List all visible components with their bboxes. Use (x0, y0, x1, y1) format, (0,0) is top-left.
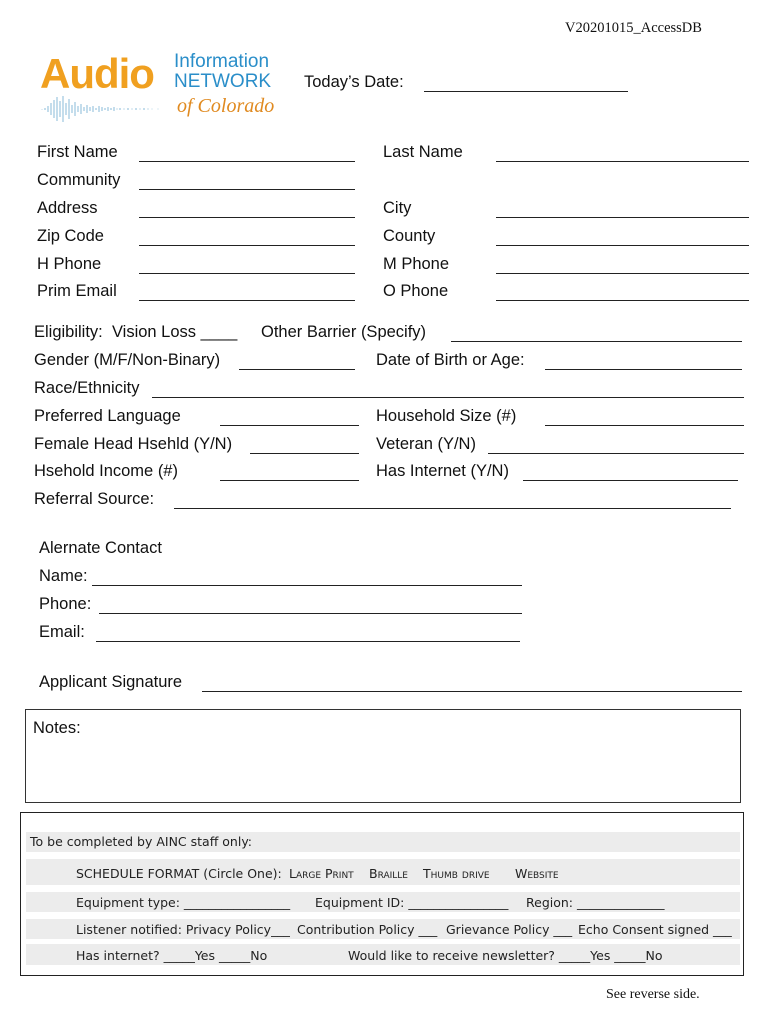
gender-label: Gender (M/F/Non-Binary) (34, 351, 221, 369)
contribution-policy-field[interactable]: Contribution Policy ___ (297, 922, 438, 937)
zip-code-field[interactable] (139, 245, 355, 246)
notes-box[interactable] (25, 709, 741, 803)
alternate-email-field[interactable] (96, 641, 520, 642)
logo-colorado-text: of Colorado (177, 95, 275, 117)
m-phone-label: M Phone (383, 255, 450, 273)
staff-section (20, 812, 744, 976)
grievance-policy-field[interactable]: Grievance Policy ___ (446, 922, 573, 937)
veteran-field[interactable] (488, 453, 744, 454)
logo-information-text: Information (174, 51, 270, 72)
county-label: County (383, 227, 436, 245)
equipment-type-field[interactable]: Equipment type: _________________ (76, 895, 291, 910)
version-label: V20201015_AccessDB (565, 20, 702, 36)
soundwave-icon (40, 94, 175, 124)
first-name-field[interactable] (139, 161, 355, 162)
veteran-label: Veteran (Y/N) (376, 435, 476, 453)
zip-code-label: Zip Code (37, 227, 104, 245)
logo (40, 48, 285, 128)
signature-field[interactable] (202, 691, 742, 692)
alternate-name-label: Name: (39, 567, 88, 585)
income-label: Hsehold Income (#) (34, 462, 178, 480)
region-field[interactable]: Region: ______________ (526, 895, 665, 910)
household-size-field[interactable] (545, 425, 744, 426)
staff-heading: To be completed by AINC staff only: (30, 834, 253, 849)
todays-date-label: Today’s Date: (304, 73, 404, 91)
privacy-policy-field[interactable]: Listener notified: Privacy Policy___ (76, 922, 290, 937)
gender-field[interactable] (239, 369, 355, 370)
m-phone-field[interactable] (496, 273, 749, 274)
city-label: City (383, 199, 412, 217)
h-phone-field[interactable] (139, 273, 355, 274)
income-field[interactable] (220, 480, 359, 481)
household-size-label: Household Size (#) (376, 407, 517, 425)
prim-email-field[interactable] (139, 300, 355, 301)
city-field[interactable] (496, 217, 749, 218)
notes-label: Notes: (33, 719, 81, 737)
race-label: Race/Ethnicity (34, 379, 140, 397)
signature-label: Applicant Signature (39, 673, 183, 691)
alternate-name-field[interactable] (92, 585, 522, 586)
last-name-label: Last Name (383, 143, 463, 161)
first-name-label: First Name (37, 143, 118, 161)
todays-date-field[interactable] (424, 91, 628, 92)
community-label: Community (37, 171, 121, 189)
last-name-field[interactable] (496, 161, 749, 162)
alternate-email-label: Email: (39, 623, 85, 641)
reverse-side-note: See reverse side. (606, 987, 700, 1002)
o-phone-field[interactable] (496, 300, 749, 301)
website-option[interactable]: Website (515, 866, 559, 881)
county-field[interactable] (496, 245, 749, 246)
prim-email-label: Prim Email (37, 282, 117, 300)
eligibility-vision-loss-label: Eligibility: Vision Loss ____ (34, 323, 238, 341)
address-field[interactable] (139, 217, 355, 218)
referral-field[interactable] (174, 508, 731, 509)
staff-has-internet-field[interactable]: Has internet? _____Yes _____No (76, 948, 268, 963)
female-head-label: Female Head Hsehld (Y/N) (34, 435, 233, 453)
referral-label: Referral Source: (34, 490, 155, 508)
logo-network-text: NETWORK (174, 71, 272, 92)
other-barrier-label: Other Barrier (Specify) (261, 323, 427, 341)
o-phone-label: O Phone (383, 282, 449, 300)
has-internet-field[interactable] (523, 480, 738, 481)
dob-label: Date of Birth or Age: (376, 351, 525, 369)
newsletter-field[interactable]: Would like to receive newsletter? _____Yes _____No (348, 948, 663, 963)
female-head-field[interactable] (250, 453, 359, 454)
equipment-id-field[interactable]: Equipment ID: ________________ (315, 895, 509, 910)
logo-audio-text: Audio (40, 50, 154, 97)
alternate-phone-label: Phone: (39, 595, 92, 613)
address-label: Address (37, 199, 98, 217)
language-label: Preferred Language (34, 407, 181, 425)
alternate-contact-heading: Alernate Contact (39, 539, 162, 557)
community-field[interactable] (139, 189, 355, 190)
h-phone-label: H Phone (37, 255, 102, 273)
language-field[interactable] (220, 425, 359, 426)
other-barrier-field[interactable] (451, 341, 742, 342)
braille-option[interactable]: Braille (369, 866, 408, 881)
schedule-format-label: SCHEDULE FORMAT (Circle One): (76, 866, 282, 881)
race-field[interactable] (152, 397, 744, 398)
thumb-drive-option[interactable]: Thumb drive (423, 866, 490, 881)
dob-field[interactable] (545, 369, 742, 370)
alternate-phone-field[interactable] (99, 613, 522, 614)
echo-consent-field[interactable]: Echo Consent signed ___ (578, 922, 732, 937)
has-internet-label: Has Internet (Y/N) (376, 462, 509, 480)
large-print-option[interactable]: Large Print (289, 866, 354, 881)
